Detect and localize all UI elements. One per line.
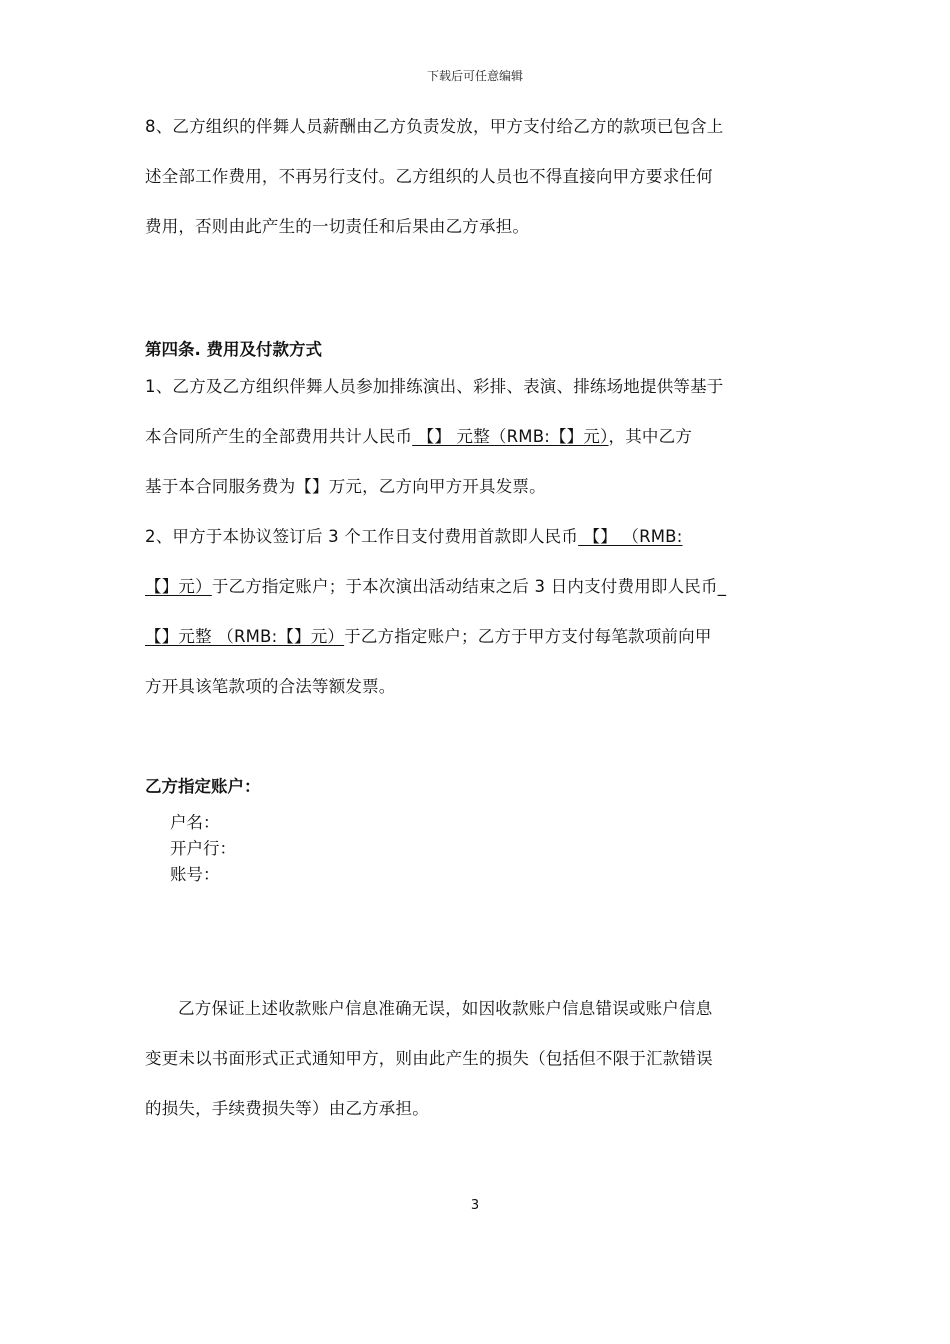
- account-title: 乙方指定账户：: [145, 777, 261, 796]
- guarantee-line-2: 变更未以书面形式正式通知甲方，则由此产生的损失（包括但不限于汇款错误: [145, 1049, 713, 1068]
- item-2-line-3-text: 于乙方指定账户；乙方于甲方支付每笔款项前向甲: [344, 627, 712, 646]
- clause-8-line-3: 费用，否则由此产生的一切责任和后果由乙方承担。: [145, 217, 530, 236]
- clause-8-line-1: 8、乙方组织的伴舞人员薪酬由乙方负责发放，甲方支付给乙方的款项已包含上: [145, 117, 724, 136]
- first-payment-rmb-blank: 【】元）: [145, 577, 212, 596]
- account-name-label: 户名：: [170, 813, 220, 832]
- guarantee-paragraph: [145, 984, 810, 1134]
- article-4-title: 第四条. 费用及付款方式: [145, 340, 323, 359]
- clause-8-line-2: 述全部工作费用，不再另行支付。乙方组织的人员也不得直接向甲方要求任何: [145, 167, 713, 186]
- item-1-line-1: 1、乙方及乙方组织伴舞人员参加排练演出、彩排、表演、排练场地提供等基于: [145, 377, 724, 396]
- item-2-line-2: [145, 562, 810, 612]
- item-2-line-1-text: 2、甲方于本协议签订后 3 个工作日支付费用首款即人民币: [145, 527, 579, 546]
- item-1-line-2-text: 本合同所产生的全部费用共计人民币: [145, 427, 413, 446]
- item-1-line-2-tail: ，其中乙方: [608, 427, 693, 446]
- item-1-line-3: 基于本合同服务费为【】万元，乙方向甲方开具发票。: [145, 477, 546, 496]
- item-2-line-4: 方开具该笔款项的合法等额发票。: [145, 677, 396, 696]
- guarantee-line-1: 乙方保证上述收款账户信息准确无误，如因收款账户信息错误或账户信息: [178, 999, 713, 1018]
- page-number: 3: [470, 1198, 480, 1213]
- item-1-line-2: [145, 412, 810, 462]
- total-amount-blank: 【】 元整（RMB:【】元）: [412, 427, 609, 446]
- item-2-line-2-underscore: _: [717, 577, 727, 596]
- account-bank-label: 开户行：: [170, 839, 236, 858]
- item-2-line-2-text: 于乙方指定账户；于本次演出活动结束之后 3 日内支付费用即人民币: [211, 577, 718, 596]
- final-payment-blank: 【】元整 （RMB:【】元）: [145, 627, 345, 646]
- clause-8: [145, 102, 810, 252]
- page-header: 下载后可任意编辑: [426, 69, 523, 83]
- first-payment-blank: 【】 （RMB:: [578, 527, 683, 546]
- item-2-line-1: [145, 512, 810, 562]
- guarantee-line-3: 的损失，手续费损失等）由乙方承担。: [145, 1099, 429, 1118]
- account-details: [170, 810, 236, 888]
- article-4-body: [145, 362, 810, 712]
- item-2-line-3: [145, 612, 810, 662]
- account-number-label: 账号：: [170, 865, 220, 884]
